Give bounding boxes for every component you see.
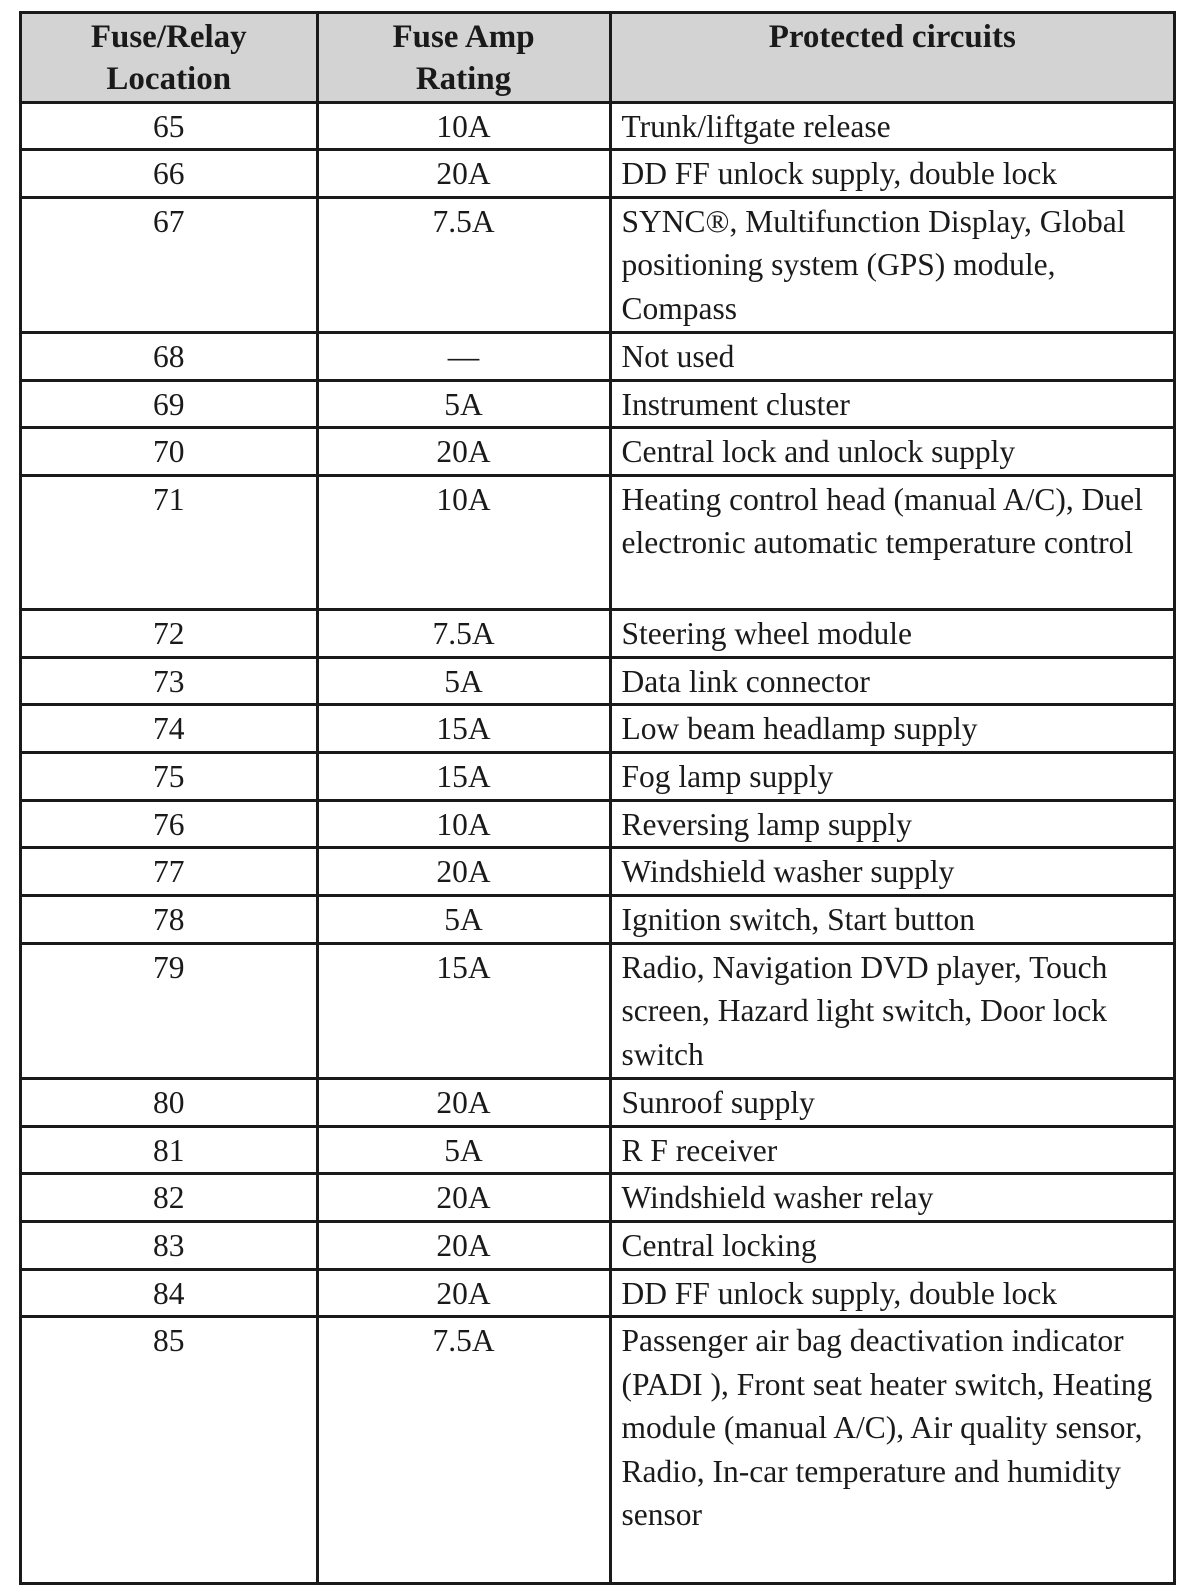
table-row bbox=[22, 332, 1173, 380]
table-row bbox=[22, 753, 1173, 801]
protected-circuits-cell: Windshield washer supply bbox=[610, 848, 1173, 896]
fuse-amp-rating-cell: 20A bbox=[317, 1078, 610, 1126]
protected-circuits-cell: Trunk/liftgate release bbox=[610, 102, 1173, 150]
protected-circuits-cell: SYNC®, Multifunction Display, Global positioning system (GPS) module, Compass bbox=[610, 197, 1173, 332]
header-amp-line-1: Fuse Amp bbox=[392, 19, 535, 55]
fuse-table bbox=[22, 14, 1173, 1582]
fuse-location-cell: 79 bbox=[22, 943, 317, 1078]
table-row bbox=[22, 1078, 1173, 1126]
table-header bbox=[22, 14, 1173, 102]
fuse-location-cell: 80 bbox=[22, 1078, 317, 1126]
fuse-location-cell: 70 bbox=[22, 428, 317, 476]
protected-circuits-cell: Low beam headlamp supply bbox=[610, 705, 1173, 753]
fuse-amp-rating-cell: 15A bbox=[317, 753, 610, 801]
protected-circuits-cell: Not used bbox=[610, 332, 1173, 380]
table-row bbox=[22, 150, 1173, 198]
table-row bbox=[22, 1174, 1173, 1222]
table-row bbox=[22, 197, 1173, 332]
fuse-amp-rating-cell: 20A bbox=[317, 1174, 610, 1222]
fuse-location-cell: 68 bbox=[22, 332, 317, 380]
fuse-location-cell: 73 bbox=[22, 657, 317, 705]
fuse-location-cell: 77 bbox=[22, 848, 317, 896]
protected-circuits-cell: Instrument cluster bbox=[610, 380, 1173, 428]
table-row bbox=[22, 705, 1173, 753]
fuse-amp-rating-cell: 10A bbox=[317, 800, 610, 848]
protected-circuits-cell: DD FF unlock supply, double lock bbox=[610, 1269, 1173, 1317]
table-row bbox=[22, 896, 1173, 944]
fuse-location-cell: 75 bbox=[22, 753, 317, 801]
fuse-amp-rating-cell: 20A bbox=[317, 428, 610, 476]
header-location bbox=[22, 14, 317, 102]
fuse-location-cell: 65 bbox=[22, 102, 317, 150]
fuse-location-cell: 81 bbox=[22, 1126, 317, 1174]
header-row bbox=[22, 14, 1173, 102]
fuse-amp-rating-cell: 5A bbox=[317, 1126, 610, 1174]
fuse-amp-rating-cell: 7.5A bbox=[317, 1317, 610, 1582]
header-amp-line-2: Rating bbox=[415, 61, 512, 97]
table-body bbox=[22, 102, 1173, 1582]
fuse-location-cell: 85 bbox=[22, 1317, 317, 1582]
fuse-amp-rating-cell: 10A bbox=[317, 102, 610, 150]
table-row bbox=[22, 1317, 1173, 1582]
protected-circuits-cell: Steering wheel module bbox=[610, 610, 1173, 658]
fuse-location-cell: 67 bbox=[22, 197, 317, 332]
protected-circuits-cell: R F receiver bbox=[610, 1126, 1173, 1174]
protected-circuits-cell: Central locking bbox=[610, 1221, 1173, 1269]
fuse-location-cell: 82 bbox=[22, 1174, 317, 1222]
table-row bbox=[22, 380, 1173, 428]
fuse-location-cell: 72 bbox=[22, 610, 317, 658]
protected-circuits-cell: Ignition switch, Start button bbox=[610, 896, 1173, 944]
fuse-amp-rating-cell: 5A bbox=[317, 380, 610, 428]
header-location-line-2: Location bbox=[106, 61, 232, 97]
table-row bbox=[22, 102, 1173, 150]
fuse-amp-rating-cell: 15A bbox=[317, 705, 610, 753]
header-protected-circuits: Protected circuits bbox=[610, 14, 1173, 102]
fuse-location-cell: 76 bbox=[22, 800, 317, 848]
fuse-amp-rating-cell: 20A bbox=[317, 1269, 610, 1317]
protected-circuits-cell: Central lock and unlock supply bbox=[610, 428, 1173, 476]
fuse-amp-rating-cell: 20A bbox=[317, 1221, 610, 1269]
fuse-amp-rating-cell: 20A bbox=[317, 150, 610, 198]
fuse-location-cell: 66 bbox=[22, 150, 317, 198]
table-row bbox=[22, 1221, 1173, 1269]
table-row bbox=[22, 428, 1173, 476]
fuse-location-cell: 84 bbox=[22, 1269, 317, 1317]
table-row bbox=[22, 943, 1173, 1078]
fuse-amp-rating-cell: 10A bbox=[317, 475, 610, 609]
protected-circuits-cell: Sunroof supply bbox=[610, 1078, 1173, 1126]
table-row bbox=[22, 657, 1173, 705]
fuse-location-cell: 78 bbox=[22, 896, 317, 944]
fuse-amp-rating-cell: — bbox=[317, 332, 610, 380]
protected-circuits-cell: DD FF unlock supply, double lock bbox=[610, 150, 1173, 198]
protected-circuits-cell: Reversing lamp supply bbox=[610, 800, 1173, 848]
fuse-location-cell: 83 bbox=[22, 1221, 317, 1269]
fuse-location-cell: 74 bbox=[22, 705, 317, 753]
fuse-location-cell: 71 bbox=[22, 475, 317, 609]
fuse-location-cell: 69 bbox=[22, 380, 317, 428]
fuse-amp-rating-cell: 20A bbox=[317, 848, 610, 896]
protected-circuits-cell: Windshield washer relay bbox=[610, 1174, 1173, 1222]
protected-circuits-cell: Fog lamp supply bbox=[610, 753, 1173, 801]
protected-circuits-cell: Heating control head (manual A/C), Duel electronic automatic temperature control bbox=[610, 475, 1173, 609]
table-row bbox=[22, 1126, 1173, 1174]
header-amp-rating bbox=[317, 14, 610, 102]
fuse-table-frame bbox=[19, 11, 1176, 1585]
table-row bbox=[22, 610, 1173, 658]
fuse-amp-rating-cell: 5A bbox=[317, 657, 610, 705]
fuse-amp-rating-cell: 5A bbox=[317, 896, 610, 944]
table-row bbox=[22, 848, 1173, 896]
table-row bbox=[22, 800, 1173, 848]
fuse-amp-rating-cell: 7.5A bbox=[317, 197, 610, 332]
fuse-amp-rating-cell: 15A bbox=[317, 943, 610, 1078]
protected-circuits-cell: Radio, Navigation DVD player, Touch screen, Hazard light switch, Door lock switch bbox=[610, 943, 1173, 1078]
fuse-amp-rating-cell: 7.5A bbox=[317, 610, 610, 658]
header-location-line-1: Fuse/Relay bbox=[90, 19, 247, 55]
protected-circuits-cell: Passenger air bag deactivation indicator (PADI ), Front seat heater switch, Heating module (manual A/C), Air quality sensor, Radio, In-car temperature and humidity sensor bbox=[610, 1317, 1173, 1582]
table-row bbox=[22, 475, 1173, 609]
protected-circuits-cell: Data link connector bbox=[610, 657, 1173, 705]
table-row bbox=[22, 1269, 1173, 1317]
